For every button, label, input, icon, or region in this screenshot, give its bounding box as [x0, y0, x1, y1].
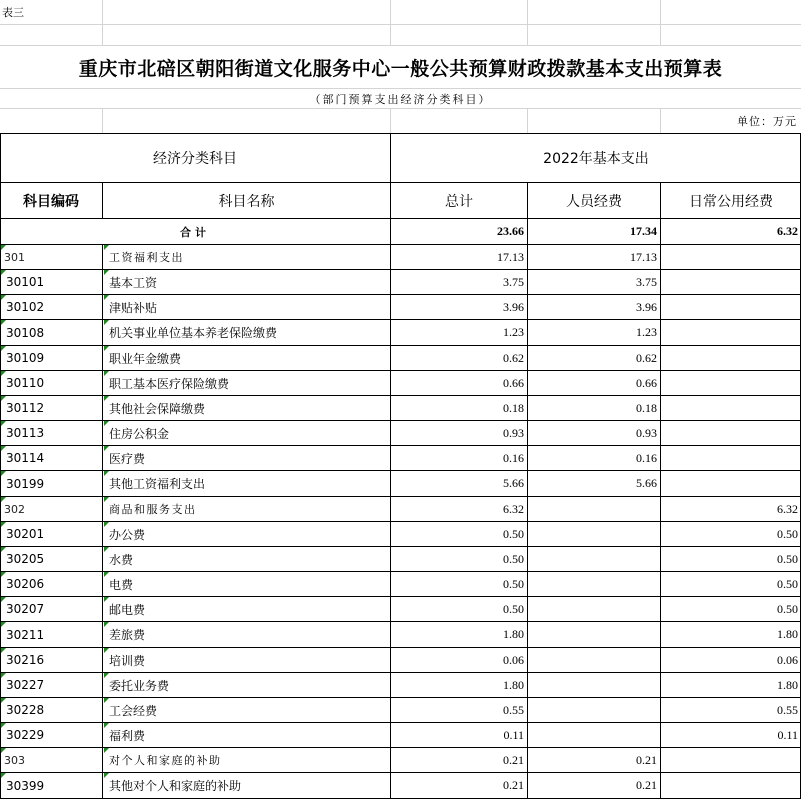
- total-cell: 1.80: [503, 627, 524, 641]
- public-cell: [661, 371, 801, 395]
- name-cell: 机关事业单位基本养老保险缴费: [109, 326, 278, 340]
- header-name: 科目名称: [218, 193, 275, 210]
- cell-comment-marker: [1, 648, 6, 653]
- total-cell: 0.66: [503, 375, 524, 390]
- code-cell: 30114: [6, 451, 45, 465]
- code-cell: 30109: [6, 351, 45, 365]
- code-cell: 30101: [6, 275, 45, 289]
- header-code: 科目编码: [23, 193, 79, 210]
- code-cell: 30207: [6, 602, 45, 616]
- personnel-cell: 0.21: [636, 752, 657, 767]
- header-total: 总计: [445, 193, 473, 210]
- personnel-cell: [528, 547, 660, 571]
- cell-comment-marker: [1, 572, 6, 577]
- code-cell: 30229: [6, 728, 45, 742]
- cell-comment-marker: [1, 471, 6, 476]
- total-cell: 0.55: [503, 702, 524, 717]
- name-cell: 其他社会保障缴费: [109, 401, 206, 416]
- cell-comment-marker: [1, 698, 6, 703]
- name-cell: 其他工资福利支出: [109, 477, 206, 491]
- total-cell: 1.23: [503, 325, 524, 339]
- cell-comment-marker: [104, 245, 109, 250]
- name-cell: 职工基本医疗保险缴费: [109, 376, 230, 391]
- public-cell: [661, 773, 801, 798]
- personnel-cell: [528, 698, 660, 722]
- cell-comment-marker: [104, 597, 109, 602]
- total-cell: 0.21: [503, 778, 524, 792]
- header-public: 日常公用经费: [689, 193, 773, 210]
- cell-comment-marker: [104, 723, 109, 728]
- personnel-cell: 0.21: [636, 778, 657, 792]
- name-cell: 津贴补贴: [109, 300, 158, 315]
- header-personnel: 人员经费: [566, 193, 622, 210]
- code-cell: 30108: [6, 325, 45, 340]
- code-cell: 301: [4, 250, 25, 264]
- total-cell: 0.18: [503, 400, 524, 415]
- cell-comment-marker: [104, 371, 109, 376]
- cell-comment-marker: [104, 522, 109, 527]
- total-cell: 3.96: [503, 299, 524, 314]
- name-cell: 办公费: [109, 527, 146, 542]
- personnel-cell: [528, 622, 660, 647]
- public-cell: 0.50: [777, 551, 798, 566]
- cell-comment-marker: [1, 522, 6, 527]
- cell-comment-marker: [1, 421, 6, 426]
- code-cell: 30201: [6, 527, 45, 541]
- cell-comment-marker: [104, 346, 109, 351]
- cell-comment-marker: [104, 446, 109, 451]
- total-cell: 0.50: [503, 551, 524, 566]
- public-cell: 0.11: [777, 727, 798, 742]
- total-cell: 1.80: [503, 677, 524, 692]
- name-cell: 培训费: [109, 653, 146, 668]
- cell-comment-marker: [104, 698, 109, 703]
- code-cell: 30211: [6, 627, 45, 642]
- public-cell: 1.80: [777, 677, 798, 692]
- personnel-cell: 3.96: [636, 299, 657, 314]
- name-cell: 差旅费: [109, 628, 146, 642]
- code-cell: 30227: [6, 678, 45, 692]
- header-basic-expenditure: 2022年基本支出: [543, 151, 649, 167]
- personnel-cell: [528, 497, 660, 521]
- public-cell: [661, 421, 801, 445]
- total-personnel: 17.34: [630, 224, 657, 238]
- personnel-cell: [528, 648, 660, 672]
- total-label: 合计: [180, 225, 210, 239]
- public-cell: 6.32: [777, 501, 798, 516]
- code-cell: 302: [4, 502, 25, 516]
- personnel-cell: 0.93: [636, 425, 657, 440]
- code-cell: 30110: [6, 376, 45, 390]
- code-cell: 303: [4, 753, 25, 767]
- cell-comment-marker: [1, 597, 6, 602]
- cell-comment-marker: [1, 497, 6, 502]
- total-cell: 0.50: [503, 576, 524, 591]
- total-cell: 0.50: [503, 601, 524, 616]
- personnel-cell: 0.18: [636, 400, 657, 415]
- cell-comment-marker: [1, 295, 6, 300]
- total-public: 6.32: [777, 224, 798, 238]
- page-title: 重庆市北碚区朝阳街道文化服务中心一般公共预算财政拨款基本支出预算表: [78, 57, 723, 80]
- personnel-cell: [528, 522, 660, 546]
- public-cell: 0.50: [777, 576, 798, 591]
- name-cell: 委托业务费: [109, 678, 170, 693]
- cell-comment-marker: [104, 748, 109, 753]
- code-cell: 30112: [6, 401, 45, 415]
- code-cell: 30113: [6, 426, 45, 440]
- public-cell: [661, 320, 801, 345]
- total-cell: 0.11: [503, 727, 524, 742]
- total-cell: 0.06: [503, 652, 524, 667]
- total-cell: 0.62: [503, 350, 524, 365]
- name-cell: 邮电费: [109, 602, 146, 617]
- name-cell: 医疗费: [109, 451, 146, 466]
- cell-comment-marker: [104, 270, 109, 275]
- personnel-cell: [528, 572, 660, 596]
- cell-comment-marker: [104, 396, 109, 401]
- cell-comment-marker: [1, 396, 6, 401]
- cell-comment-marker: [104, 572, 109, 577]
- public-cell: [661, 748, 801, 772]
- cell-comment-marker: [1, 622, 6, 627]
- name-cell: 电费: [109, 577, 134, 592]
- public-cell: 0.55: [777, 702, 798, 717]
- public-cell: 0.50: [777, 526, 798, 541]
- name-cell: 住房公积金: [109, 426, 170, 441]
- cell-comment-marker: [104, 497, 109, 502]
- code-cell: 30399: [6, 778, 45, 793]
- cell-comment-marker: [1, 773, 6, 778]
- code-cell: 30205: [6, 552, 45, 566]
- total-cell: 17.13: [497, 249, 524, 264]
- name-cell: 工资福利支出: [109, 251, 184, 264]
- cell-comment-marker: [104, 421, 109, 426]
- personnel-cell: 0.62: [636, 350, 657, 365]
- total-cell: 6.32: [503, 501, 524, 516]
- name-cell: 福利费: [109, 728, 146, 743]
- cell-comment-marker: [1, 320, 6, 325]
- total-cell: 3.75: [503, 274, 524, 289]
- header-economic-classification: 经济分类科目: [153, 151, 237, 167]
- public-cell: [661, 346, 801, 370]
- personnel-cell: [528, 723, 660, 747]
- public-cell: [661, 396, 801, 420]
- name-cell: 工会经费: [109, 703, 158, 718]
- personnel-cell: 0.66: [636, 375, 657, 390]
- name-cell: 水费: [109, 552, 134, 567]
- code-cell: 30199: [6, 476, 45, 491]
- code-cell: 30206: [6, 577, 45, 591]
- code-cell: 30102: [6, 300, 45, 314]
- public-cell: 0.50: [777, 601, 798, 616]
- total-cell: 5.66: [503, 476, 524, 490]
- cell-comment-marker: [104, 773, 109, 778]
- cell-comment-marker: [104, 673, 109, 678]
- code-cell: 30228: [6, 703, 45, 717]
- cell-comment-marker: [1, 245, 6, 250]
- cell-comment-marker: [104, 295, 109, 300]
- cell-comment-marker: [1, 270, 6, 275]
- public-cell: [661, 270, 801, 294]
- personnel-cell: 0.16: [636, 450, 657, 465]
- sheet-label: 表三: [2, 6, 24, 19]
- total-cell: 0.21: [503, 752, 524, 767]
- total-cell: 0.93: [503, 425, 524, 440]
- public-cell: [661, 245, 801, 269]
- name-cell: 对个人和家庭的补助: [109, 754, 222, 767]
- cell-comment-marker: [1, 723, 6, 728]
- name-cell: 其他对个人和家庭的补助: [109, 779, 242, 793]
- name-cell: 商品和服务支出: [109, 503, 197, 516]
- total-cell: 0.16: [503, 450, 524, 465]
- unit-label: 单位：万元: [737, 115, 797, 128]
- public-cell: [661, 471, 801, 496]
- public-cell: 0.06: [777, 652, 798, 667]
- cell-comment-marker: [1, 673, 6, 678]
- personnel-cell: 17.13: [630, 249, 657, 264]
- cell-comment-marker: [1, 346, 6, 351]
- cell-comment-marker: [104, 320, 109, 325]
- name-cell: 基本工资: [109, 275, 158, 290]
- cell-comment-marker: [104, 471, 109, 476]
- code-cell: 30216: [6, 653, 45, 667]
- personnel-cell: 1.23: [636, 325, 657, 339]
- cell-comment-marker: [1, 446, 6, 451]
- cell-comment-marker: [104, 648, 109, 653]
- personnel-cell: [528, 673, 660, 697]
- public-cell: [661, 446, 801, 470]
- public-cell: [661, 295, 801, 319]
- page-subtitle: （部门预算支出经济分类科目）: [309, 92, 492, 106]
- total-cell: 0.50: [503, 526, 524, 541]
- personnel-cell: [528, 597, 660, 621]
- total-sum: 23.66: [497, 224, 524, 238]
- cell-comment-marker: [1, 371, 6, 376]
- cell-comment-marker: [104, 622, 109, 627]
- cell-comment-marker: [1, 748, 6, 753]
- personnel-cell: 5.66: [636, 476, 657, 490]
- cell-comment-marker: [1, 547, 6, 552]
- public-cell: 1.80: [777, 627, 798, 641]
- name-cell: 职业年金缴费: [109, 351, 182, 366]
- cell-comment-marker: [104, 547, 109, 552]
- personnel-cell: 3.75: [636, 274, 657, 289]
